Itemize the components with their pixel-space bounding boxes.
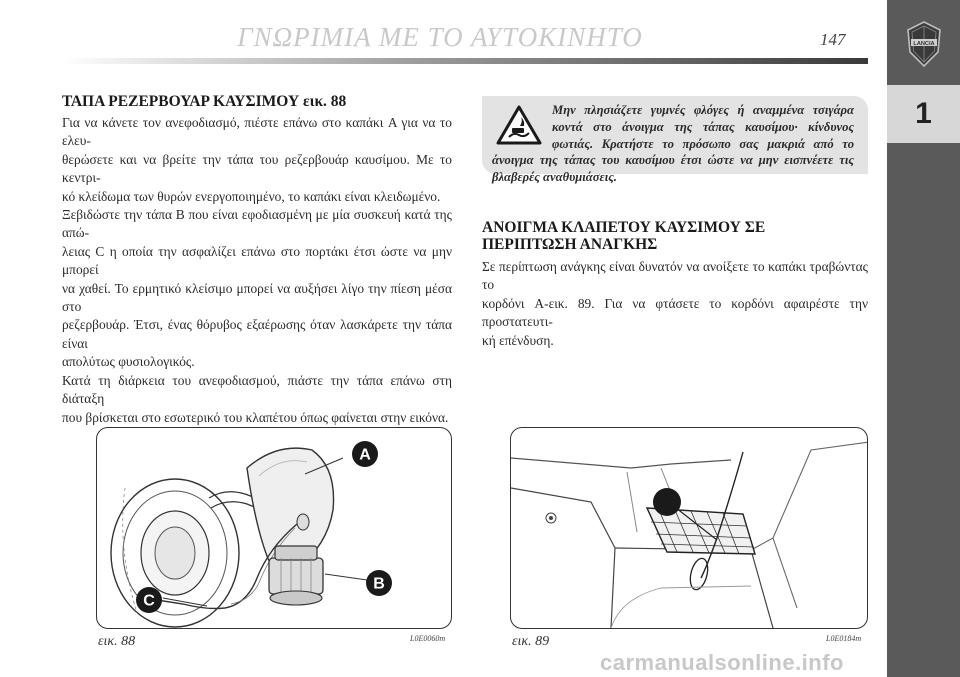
figure-88-code: L0E0060m <box>410 634 446 643</box>
figure-89-code: L0E0184m <box>826 634 862 643</box>
label-a: A <box>359 446 371 464</box>
text-line: ρεζερβουάρ. Έτσι, ένας θόρυβος εξαέρωσης όταν λασκάρετε την τάπα είναι <box>62 317 452 351</box>
left-section-title: ΤΑΠΑ ΡΕΖΕΡΒΟΥΑΡ ΚΑΥΣΙΜΟΥ εικ. 88 <box>62 93 347 110</box>
label-c: C <box>143 592 155 610</box>
left-section-body <box>62 114 452 427</box>
text-line: κό κλείδωμα των θυρών ενεργοποιημένο, το καπάκι είναι κλειδωμένο. <box>62 188 441 204</box>
chapter-sidebar <box>887 0 960 677</box>
text-line: Για να κάνετε τον ανεφοδιασμό, πιέστε επάνω στο καπάκι A για να το ελευ- <box>62 115 452 149</box>
chapter-number: 1 <box>915 97 932 130</box>
fuel-cap-illustration <box>97 428 452 629</box>
figure-88-fuel-cap <box>96 427 452 629</box>
chapter-tab[interactable] <box>887 85 960 143</box>
lancia-logo-icon <box>905 20 943 68</box>
right-section-title-line1: ΑΝΟΙΓΜΑ ΚΛΑΠΕΤΟΥ ΚΑΥΣΙΜΟΥ ΣΕ <box>482 219 766 236</box>
text-line: να χαθεί. Το ερμητικό κλείσιμο μπορεί να αυξήσει λίγο την πίεση μέσα στο <box>62 280 452 315</box>
logo-lettering: LANCIA <box>913 40 935 47</box>
right-section-body <box>482 258 868 350</box>
figure-89-trunk <box>510 427 868 629</box>
header-rule <box>62 58 868 64</box>
text-line: λειας C η οποία την ασφαλίζει επάνω στο πορτάκι έτσι ώστε να μην μπορεί <box>62 243 452 278</box>
text-line: Σε περίπτωση ανάγκης είναι δυνατόν να ανοίξετε το καπάκι τραβώντας το <box>482 259 868 293</box>
running-header-title: ΓΝΩΡΙΜΙΑ ΜΕ ΤΟ ΑΥΤΟΚΙΝΗΤΟ <box>237 22 643 52</box>
figure-88-caption: εικ. 88 <box>98 634 136 649</box>
text-line: κορδόνι A-εικ. 89. Για να φτάσετε το κορδόνι αφαιρέστε την προστατευτι- <box>482 295 868 330</box>
text-line: απολύτως φυσιολογικός. <box>62 354 195 370</box>
text-line: κή επένδυση. <box>482 332 554 348</box>
watermark: carmanualsonline.info <box>600 650 844 675</box>
figure-89-caption: εικ. 89 <box>512 634 550 649</box>
text-line: που βρίσκεται στο εσωτερικό του κλαπέτου όπως φαίνεται στην εικόνα. <box>62 409 449 425</box>
right-section-title-line2: ΠΕΡΙΠΤΩΣΗ ΑΝΑΓΚΗΣ <box>482 236 658 253</box>
trunk-illustration <box>511 428 868 629</box>
page-number: 147 <box>820 30 846 49</box>
figure-89-marker <box>653 488 681 516</box>
warning-text: Μην πλησιάζετε γυμνές φλόγες ή αναμμένα τσιγάρα κοντά στο άνοιγμα της τάπας καυσίμου· κίνδυνος φωτιάς. Κρατήστε το πρόσωπο σας μακριά από το άνοιγμα της τάπας του καυσίμου έτσι ώστε να μην εισπνέετε τις βλαβερές αναθυμιάσεις. <box>492 103 854 185</box>
text-line: Κατά τη διάρκεια του ανεφοδιασμού, πιάστε την τάπα επάνω στη διάταξη <box>62 372 452 407</box>
text-line: Ξεβιδώστε την τάπα B που είναι εφοδιασμένη με μία συσκευή κατά της απώ- <box>62 207 452 241</box>
label-b: B <box>373 575 385 593</box>
warning-box <box>482 96 868 185</box>
text-line: θερώσετε και να βρείτε την τάπα του ρεζερβουάρ καυσίμου. Με το κεντρι- <box>62 151 452 186</box>
